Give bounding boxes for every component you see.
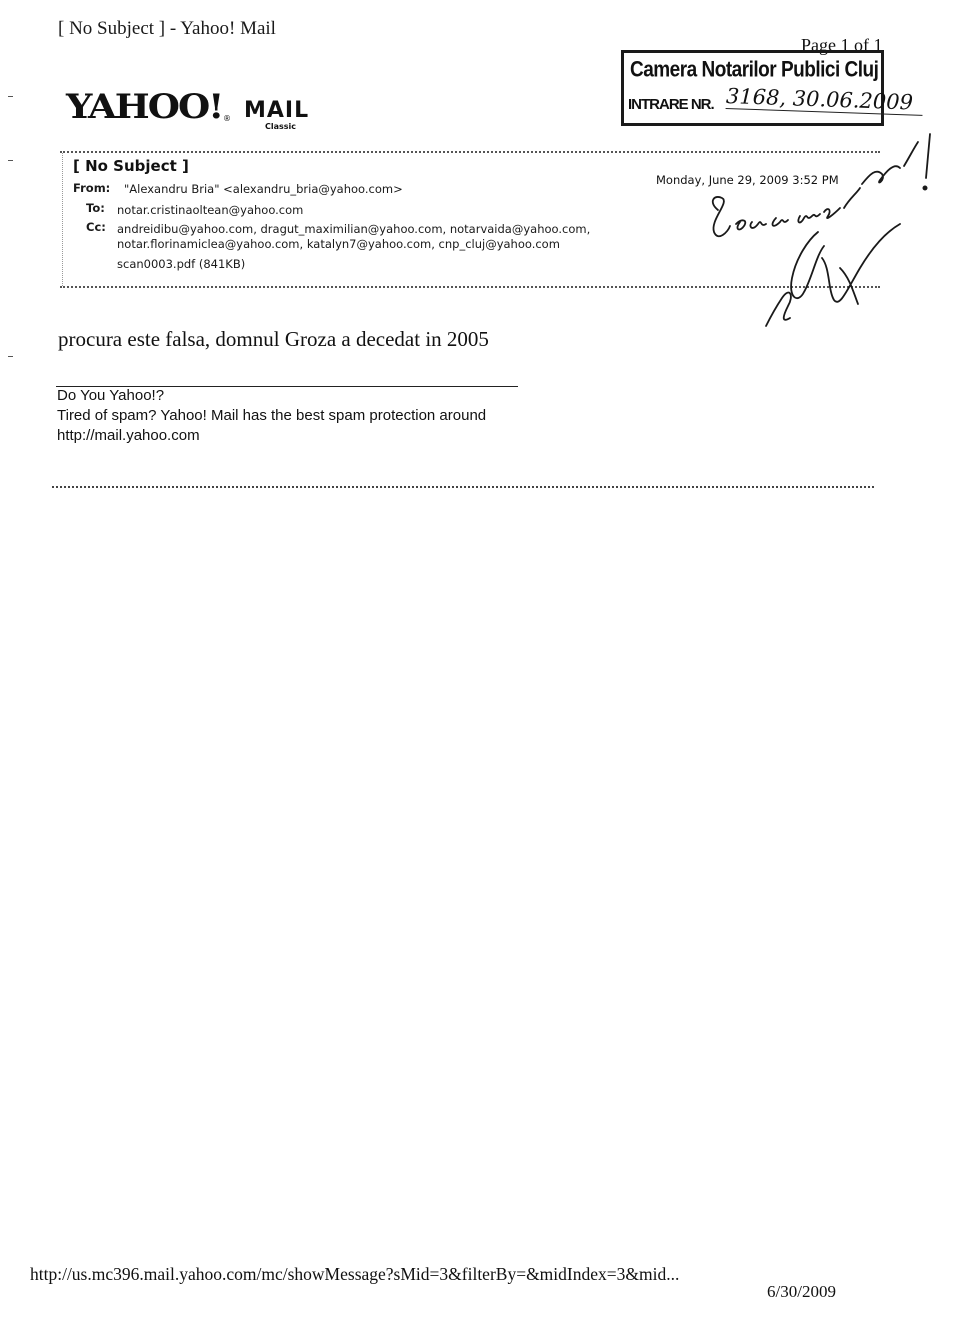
cc-label: Cc: [86, 220, 106, 234]
footer-url: http://us.mc396.mail.yahoo.com/mc/showMessage?sMid=3&filterBy=&midIndex=3&mid... [30, 1264, 680, 1284]
footer-print-date: 6/30/2009 [767, 1282, 836, 1301]
logo-product: MAIL [244, 98, 310, 123]
stamp-office: Camera Notarilor Publici Cluj [630, 58, 879, 83]
message-date: Monday, June 29, 2009 3:52 PM [656, 173, 839, 187]
yahoo-mail-logo[interactable] [66, 86, 316, 132]
scan-mark [8, 356, 13, 357]
message-body: procura este falsa, domnul Groza a decedat in 2005 [58, 327, 489, 351]
stamp-entry-label: INTRARE NR. [628, 96, 714, 113]
attachment-link[interactable]: scan0003.pdf (841KB) [117, 257, 246, 271]
handwritten-signature-icon [700, 128, 970, 348]
print-page-title: [ No Subject ] - Yahoo! Mail [58, 18, 276, 39]
scan-mark [8, 160, 13, 161]
header-side-border [62, 153, 63, 286]
message-subject: [ No Subject ] [73, 157, 189, 175]
to-label: To: [86, 201, 105, 215]
logo-edition: Classic [265, 122, 297, 131]
scan-mark [8, 96, 13, 97]
logo-brand: YAHOO! [66, 86, 223, 127]
cc-addresses-line2[interactable]: notar.florinamiclea@yahoo.com, katalyn7@yahoo.com, cnp_cluj@yahoo.com [117, 237, 560, 251]
page-number: Page 1 of 1 [801, 35, 883, 55]
message-end-divider [52, 486, 874, 488]
stamp-entry-value: 3168, 30.06.2009 [726, 84, 924, 116]
signature-link[interactable]: http://mail.yahoo.com [57, 427, 200, 444]
from-address[interactable]: "Alexandru Bria" <alexandru_bria@yahoo.com> [124, 182, 403, 196]
from-label: From: [73, 181, 111, 195]
cc-addresses-line1[interactable]: andreidibu@yahoo.com, dragut_maximilian@yahoo.com, notarvaida@yahoo.com, [117, 222, 591, 236]
signature-line1: Do You Yahoo!? [57, 387, 165, 404]
signature-line2: Tired of spam? Yahoo! Mail has the best spam protection around [57, 407, 487, 424]
to-address[interactable]: notar.cristinaoltean@yahoo.com [117, 203, 304, 217]
logo-registered-mark: ® [223, 114, 231, 123]
